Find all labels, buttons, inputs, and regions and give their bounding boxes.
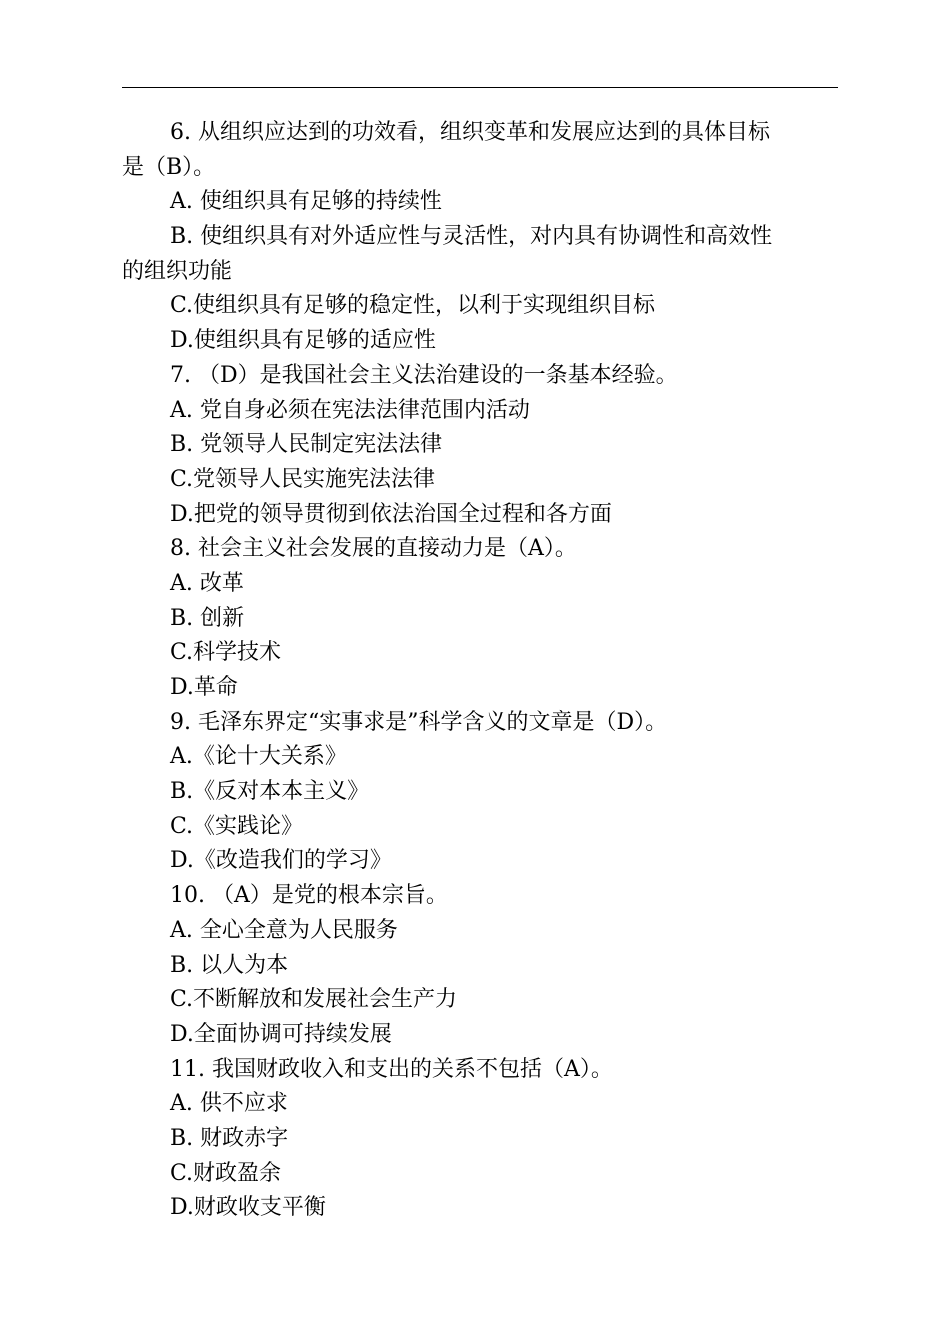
text-line: B.《反对本本主义》 [170, 779, 370, 805]
text-line: D.把党的领导贯彻到依法治国全过程和各方面 [170, 501, 612, 527]
text-line: D.财政收支平衡 [170, 1195, 326, 1221]
text-line: 是（B）。 [122, 154, 216, 180]
header-rule [122, 87, 838, 88]
text-line: C.不断解放和发展社会生产力 [170, 987, 458, 1013]
text-line: C.党领导人民实施宪法法律 [170, 466, 436, 492]
text-line: 7. （D）是我国社会主义法治建设的一条基本经验。 [170, 362, 678, 388]
text-line: D.革命 [170, 675, 238, 700]
text-line: A. 供不应求 [170, 1091, 288, 1117]
text-line: D.全面协调可持续发展 [170, 1021, 392, 1047]
text-line: A.《论十大关系》 [170, 744, 347, 770]
text-line: D.使组织具有足够的适应性 [170, 328, 436, 354]
text-line: 10. （A）是党的根本宗旨。 [170, 883, 448, 909]
text-line: 9. 毛泽东界定“实事求是”科学含义的文章是（D）。 [170, 709, 668, 735]
text-line: B. 财政赤字 [170, 1125, 289, 1151]
text-line: C.财政盈余 [170, 1160, 282, 1186]
text-line: 8. 社会主义社会发展的直接动力是（A）。 [170, 536, 577, 562]
text-line: D.《改造我们的学习》 [170, 848, 392, 874]
text-line: B. 党领导人民制定宪法法律 [170, 432, 443, 458]
text-line: 的组织功能 [122, 258, 233, 284]
text-line: 11. 我国财政收入和支出的关系不包括（A）。 [170, 1056, 613, 1082]
text-line: C.使组织具有足够的稳定性，以利于实现组织目标 [170, 293, 656, 319]
text-line: 6. 从组织应达到的功效看，组织变革和发展应达到的具体目标 [170, 120, 770, 145]
text-line: A. 全心全意为人民服务 [170, 917, 398, 943]
text-line: C.科学技术 [170, 640, 282, 666]
text-line: A. 改革 [170, 570, 244, 596]
question-content [122, 116, 838, 1226]
text-line: B. 以人为本 [170, 952, 289, 978]
text-line: A. 使组织具有足够的持续性 [170, 189, 442, 215]
text-line: C.《实践论》 [170, 813, 304, 839]
text-line: B. 创新 [170, 605, 245, 631]
text-line: B. 使组织具有对外适应性与灵活性，对内具有协调性和高效性 [170, 224, 773, 250]
text-line: A. 党自身必须在宪法法律范围内活动 [170, 397, 530, 423]
